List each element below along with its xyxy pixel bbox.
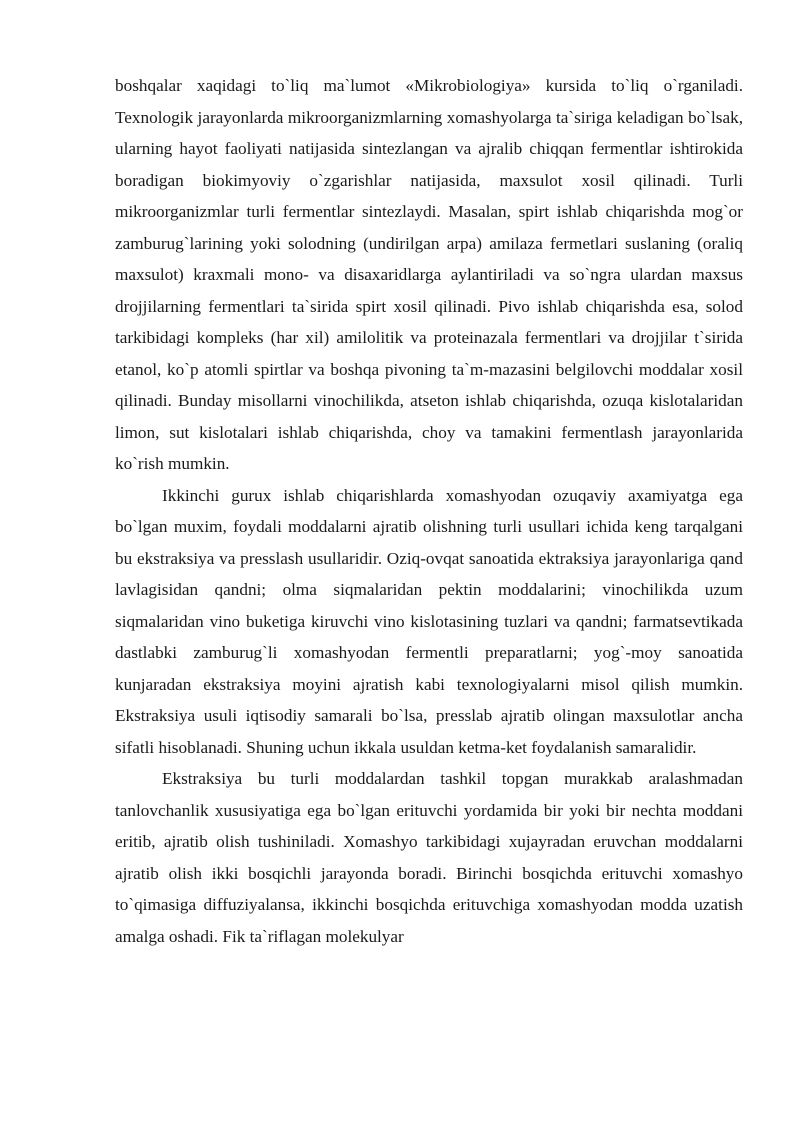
paragraph-3: Ekstraksiya bu turli moddalardan tashkil topgan murakkab aralashmadan tanlovchanlik xususiyatiga ega bo`lgan erituvchi yordamida bir yoki bir nechta moddani eritib, ajratib olish tushiniladi. Xomashyo tarkibidagi xujayradan eruvchan moddalarni ajratib olish ikki bosqichli jarayonda boradi. Birinchi bosqichda erituvchi xomashyo to`qimasiga diffuziyalansa, ikkinchi bosqichda erituvchiga xomashyodan modda uzatish amalga oshadi. Fik ta`riflagan molekulyar: [115, 769, 743, 946]
document-page: [115, 70, 743, 952]
paragraph-1: boshqalar xaqidagi to`liq ma`lumot «Mikrobiologiya» kursida to`liq o`rganiladi. Texnologik jarayonlarda mikroorganizmlarning xomashyolarga ta`siriga keladigan bo`lsak, ularning hayot faoliyati natijasida sintezlangan va ajralib chiqqan fermentlar ishtirokida boradigan biokimyoviy o`zgarishlar natijasida, maxsulot xosil qilinadi. Turli mikroorganizmlar turli fermentlar sintezlaydi. Masalan, spirt ishlab chiqarishda mog`or zamburug`larining yoki solodning (undirilgan arpa) amilaza fermetlari suslaning (oraliq maxsulot) kraxmali mono- va disaxaridlarga aylantiriladi va so`ngra ulardan maxsus drojjilarning fermentlari ta`sirida spirt xosil qilinadi. Pivo ishlab chiqarishda esa, solod tarkibidagi kompleks (har xil) amilolitik va proteinazala fermentlari va drojjilar t`sirida etanol, ko`p atomli spirtlar va boshqa pivoning ta`m-mazasini belgilovchi moddalar xosil qilinadi. Bunday misollarni vinochilikda, atseton ishlab chiqarishda, ozuqa kislotalaridan limon, sut kislotalari ishlab chiqarishda, choy va tamakini fermentlash jarayonlarida ko`rish mumkin.: [115, 76, 743, 473]
paragraph-2: Ikkinchi gurux ishlab chiqarishlarda xomashyodan ozuqaviy axamiyatga ega bo`lgan muxim, foydali moddalarni ajratib olishning turli usullari ichida keng tarqalgani bu ekstraksiya va presslash usullaridir. Oziq-ovqat sanoatida ektraksiya jarayonlariga qand lavlagisidan qandni; olma siqmalaridan pektin moddalarini; vinochilikda uzum siqmalaridan vino buketiga kiruvchi vino kislotasining tuzlari va qandni; farmatsevtikada dastlabki zamburug`li xomashyodan fermentli preparatlarni; yog`-moy sanoatida kunjaradan ekstraksiya moyini ajratish kabi texnologiyalarni misol qilish mumkin. Ekstraksiya usuli iqtisodiy samarali bo`lsa, presslab ajratib olingan maxsulotlar ancha sifatli hisoblanadi. Shuning uchun ikkala usuldan ketma-ket foydalanish samaralidir.: [115, 485, 743, 757]
